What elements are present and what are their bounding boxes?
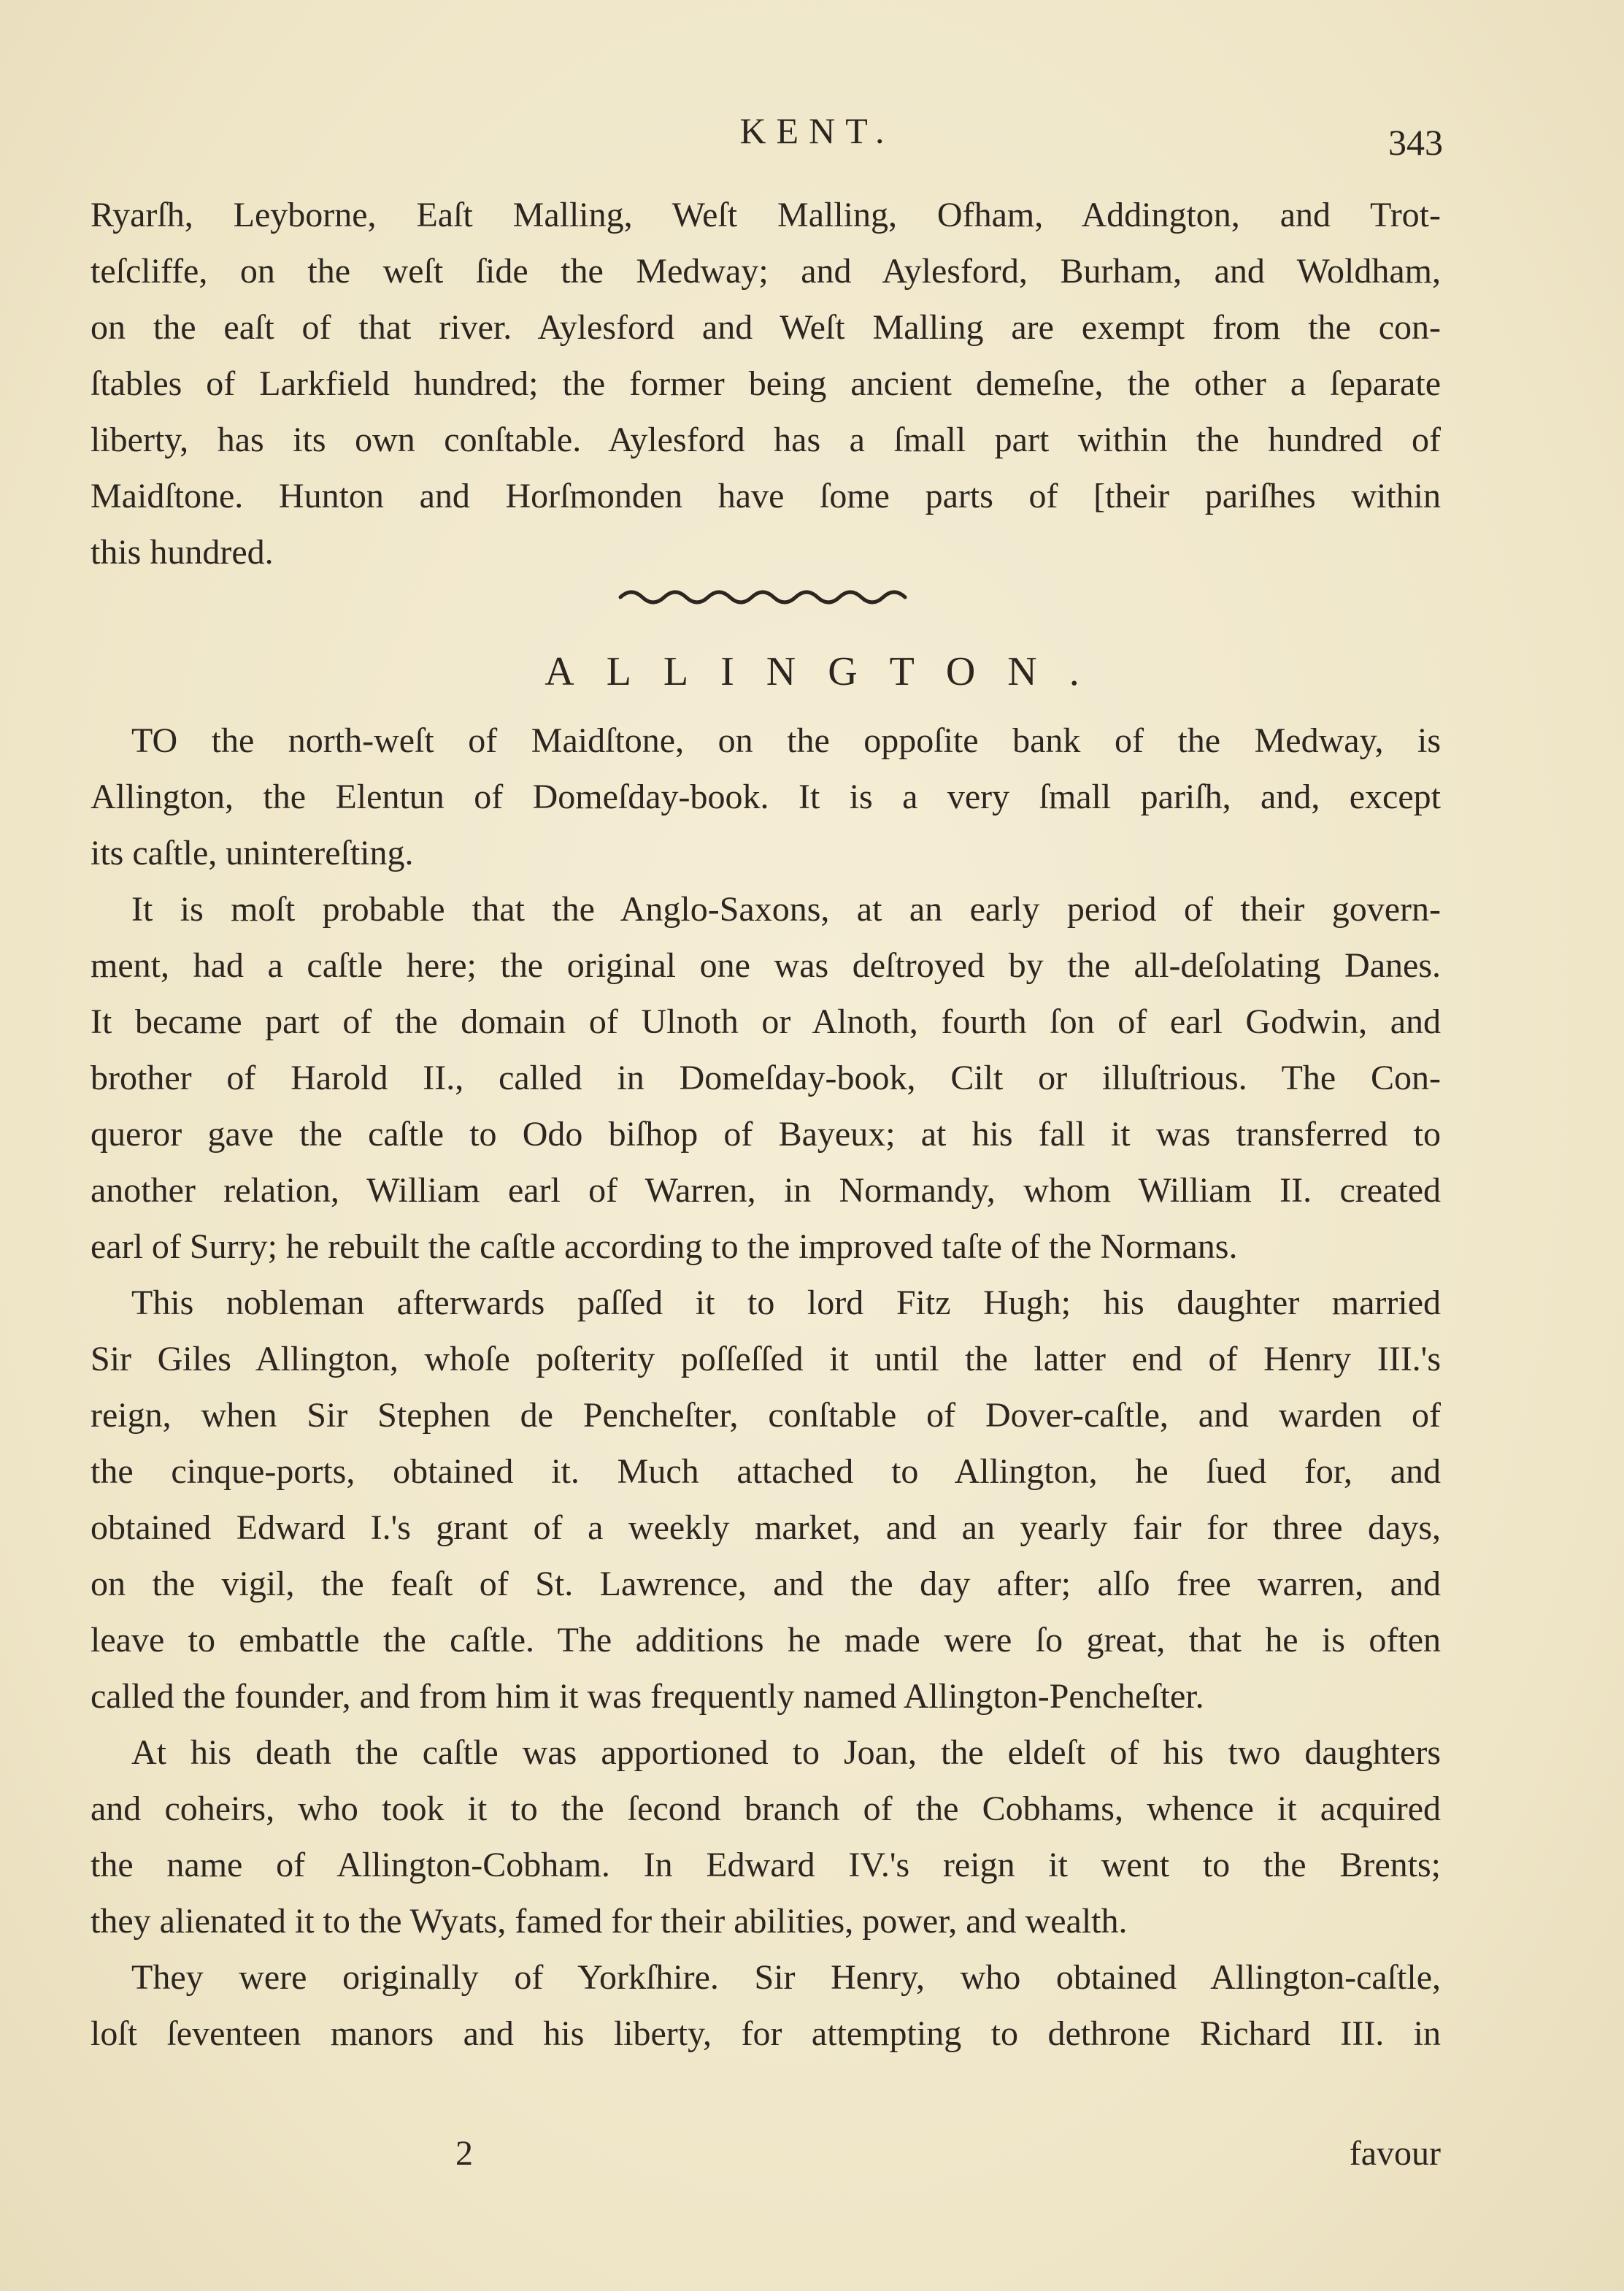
text-line: TO the north-weſt of Maidſtone, on the oppoſite bank of the Medway, is [131, 721, 1441, 760]
text-line: It became part of the domain of Ulnoth or Alnoth, fourth ſon of earl Godwin, and [91, 1002, 1441, 1041]
text-line: they alienated it to the Wyats, famed for their abilities, power, and wealth. [91, 1902, 1128, 1941]
text-line: loſt ſeventeen manors and his liberty, for attempting to dethrone Richard III. in [91, 2014, 1441, 2053]
text-line: earl of Surry; he rebuilt the caſtle according to the improved taſte of the Normans. [91, 1227, 1238, 1266]
text-line: another relation, William earl of Warren, in Normandy, whom William II. created [91, 1171, 1441, 1210]
section-title: ALLINGTON. [544, 649, 1112, 694]
text-line: This nobleman afterwards paſſed it to lord Fitz Hugh; his daughter married [131, 1283, 1441, 1322]
text-line: They were originally of Yorkſhire. Sir Henry, who obtained Allington-caſtle, [131, 1958, 1441, 1997]
text-line: queror gave the caſtle to Odo biſhop of Bayeux; at his fall it was transferred to [91, 1115, 1441, 1154]
text-line: Sir Giles Allington, whoſe poſterity poſſeſſed it until the latter end of Henry III.'s [91, 1340, 1441, 1378]
text-line: ment, had a caſtle here; the original one was deſtroyed by the all-deſolating Danes. [91, 946, 1441, 985]
page-header [0, 110, 1624, 161]
text-line: It is moſt probable that the Anglo-Saxons, at an early period of their govern- [131, 890, 1441, 929]
running-head: KENT. [739, 110, 895, 151]
text-line: the cinque-ports, obtained it. Much attached to Allington, he ſued for, and [91, 1452, 1441, 1491]
section-body-allington [91, 713, 1441, 2062]
catchword: favour [1349, 2134, 1441, 2173]
text-line: liberty, has its own conſtable. Aylesford has a ſmall part within the hundred of [91, 421, 1441, 459]
text-line: and coheirs, who took it to the ſecond branch of the Cobhams, whence it acquired [91, 1789, 1441, 1828]
text-line: brother of Harold II., called in Domeſday-book, Cilt or illuſtrious. The Con- [91, 1059, 1441, 1097]
text-line: ſtables of Larkfield hundred; the former being ancient demeſne, the other a ſeparate [91, 364, 1441, 403]
text-line: its caſtle, unintereſting. [91, 834, 414, 872]
text-line: called the founder, and from him it was frequently named Allington-Pencheſter. [91, 1677, 1204, 1716]
paragraph-hundred-parishes [91, 187, 1441, 580]
text-line: this hundred. [91, 533, 274, 572]
text-line: Allington, the Elentun of Domeſday-book. It is a very ſmall pariſh, and, except [91, 778, 1441, 816]
page-number: 343 [1388, 122, 1443, 163]
text-line: reign, when Sir Stephen de Pencheſter, conſtable of Dover-caſtle, and warden of [91, 1396, 1441, 1435]
text-line: Maidſtone. Hunton and Horſmonden have ſome parts of [their pariſhes within [91, 477, 1441, 515]
text-line: on the vigil, the feaſt of St. Lawrence, and the day after; alſo free warren, and [91, 1565, 1441, 1603]
text-line: the name of Allington-Cobham. In Edward IV.'s reign it went to the Brents; [91, 1846, 1441, 1884]
text-line: obtained Edward I.'s grant of a weekly market, and an yearly fair for three days, [91, 1508, 1441, 1547]
text-line: leave to embattle the caſtle. The additions he made were ſo great, that he is often [91, 1621, 1441, 1659]
ornament-divider [613, 584, 920, 606]
signature-mark: 2 [455, 2134, 473, 2173]
text-line: on the eaſt of that river. Aylesford and Weſt Malling are exempt from the con- [91, 308, 1441, 347]
text-line: Ryarſh, Leyborne, Eaſt Malling, Weſt Malling, Ofham, Addington, and Trot- [91, 196, 1441, 234]
page-footer [91, 2133, 1441, 2184]
text-line: teſcliffe, on the weſt ſide the Medway; and Aylesford, Burham, and Woldham, [91, 252, 1441, 291]
text-line: At his death the caſtle was apportioned to Joan, the eldeſt of his two daughters [131, 1733, 1441, 1772]
